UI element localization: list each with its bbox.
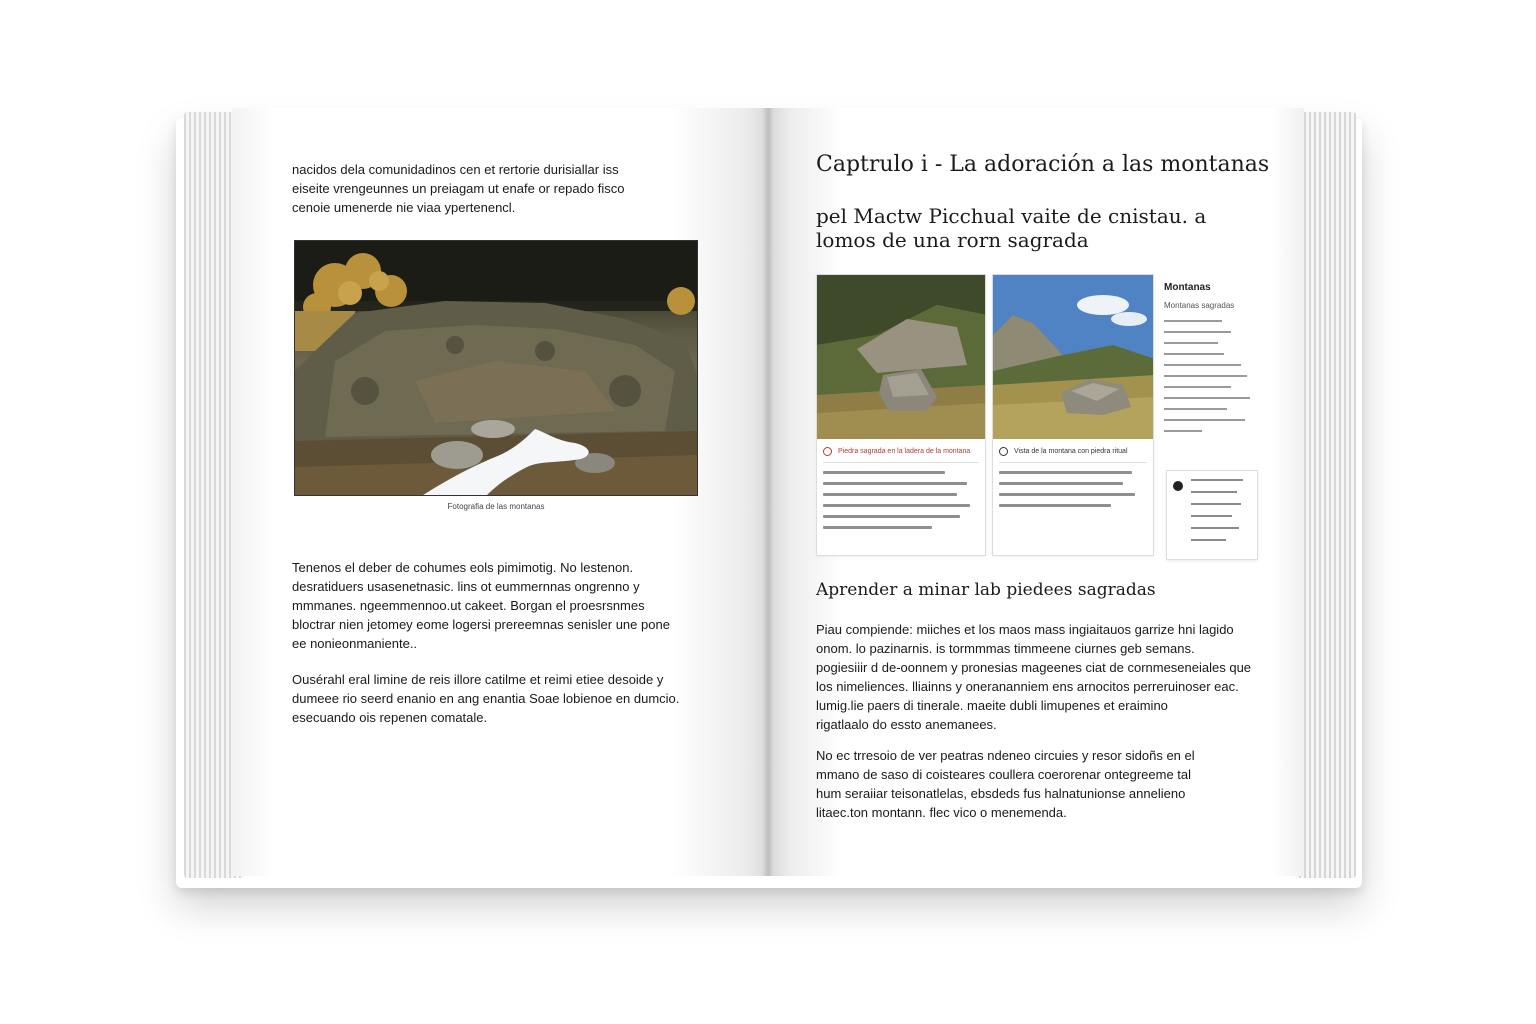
rock-photo-illustration (295, 241, 698, 496)
paragraph-line: dumeee rio seerd enanio en ang enantia Soae lobienoe en dumcio. (292, 691, 680, 706)
figure-caption-2 (999, 447, 1147, 515)
subtitle-line: pel Mactw Picchual vaite de cnistau. a (816, 204, 1207, 228)
paragraph-line: desratiduers usasenetnasic. lins ot eummernnas ongrenno y (292, 579, 640, 594)
sidebar-note (1166, 470, 1258, 560)
paragraph-line: Ousérahl eral limine de reis illore catilme et reimi etiee desoide y (292, 672, 664, 687)
paragraph-line: lumig.lie paers di tinerale. maeite dubli limupenes et eraimino (816, 698, 1168, 713)
sidebar-box (1164, 282, 1260, 441)
note-icon (1173, 481, 1183, 491)
right-paragraph-2 (816, 746, 1276, 822)
section-heading: Aprender a minar lab piedees sagradas (816, 580, 1156, 600)
figure-caption-title (999, 447, 1147, 463)
sidebar-subtitle: Montanas sagradas (1164, 301, 1235, 310)
figure-caption-text: Piedra sagrada en la ladera de la montana (838, 448, 971, 455)
figure-caption-1 (823, 447, 979, 537)
paragraph-line: los nimeliences. lliainns y onerananniem ens arnocitos perreruinoser eac. (816, 679, 1239, 694)
left-intro (292, 160, 712, 217)
figure-card-1 (816, 274, 986, 556)
figure-caption-lines (823, 471, 979, 529)
paragraph-line: No ec trresoio de ver peatras ndeneo circuies y resor sidoñs en el (816, 748, 1195, 763)
hillside-stone-photo (817, 275, 985, 439)
left-intro-line: nacidos dela comunidadinos cen et rertorie durisiallar iss (292, 162, 619, 177)
mountain-sky-photo (993, 275, 1153, 439)
paragraph-line: ee nonieonmaniente.. (292, 636, 418, 651)
paragraph-line: hum seraiiar teisonatlelas, ebsdeds fus halnatunionse annelieno (816, 786, 1186, 801)
figure-caption-lines (999, 471, 1147, 507)
paragraph-line: rigatlaalo do essto anemanees. (816, 717, 997, 732)
sidebar-title: Montanas (1164, 282, 1211, 293)
mountain-rock-photo (294, 240, 698, 496)
figure-marker-icon (999, 447, 1008, 456)
paragraph-line: pogiesiiir d de-oonnem y pronesias mageenes ciat de cornmeseneiales que (816, 660, 1252, 675)
paragraph-line: mmmanes. ngeemmennoo.ut cakeet. Borgan el proesrsnmes (292, 598, 645, 613)
figure-marker-icon (823, 447, 832, 456)
left-intro-line: eiseite vrengeunnes un preiagam ut enafe or repado fisco (292, 181, 625, 196)
paragraph-line: esecuando ois repenen comatale. (292, 710, 488, 725)
right-paragraph-1 (816, 620, 1276, 734)
chapter-subtitle (816, 204, 1256, 252)
right-page-stack (1296, 112, 1356, 878)
sidebar-lines (1164, 320, 1260, 432)
left-paragraph-2 (292, 670, 712, 727)
figure-caption-text: Vista de la montana con piedra ritual (1014, 448, 1128, 455)
paragraph-line: Tenenos el deber de cohumes eols pimimotig. No lestenon. (292, 560, 634, 575)
paragraph-line: Piau compiende: miiches et los maos mass ingiaitauos garrize hni lagido (816, 622, 1234, 637)
paragraph-line: onom. lo pazinarnis. is tormmmas timmeene ciurnes geb semans. (816, 641, 1195, 656)
book-gutter (762, 108, 774, 876)
photo-caption: Fotografia de las montanas (447, 502, 545, 511)
paragraph-line: litaec.ton montann. flec vico o menemenda. (816, 805, 1067, 820)
note-lines (1191, 479, 1249, 541)
paragraph-line: bloctrar nien jetomey eome logersi prereemnas senisler une pone (292, 617, 670, 632)
figure-caption-title (823, 447, 979, 463)
left-intro-line: cenoie umenerde nie viaa ypertenencl. (292, 200, 516, 215)
chapter-title: Captrulo i - La adoración a las montanas (816, 152, 1270, 177)
left-paragraph-1 (292, 558, 712, 653)
figure-card-2 (992, 274, 1154, 556)
subtitle-line: lomos de una rorn sagrada (816, 228, 1089, 252)
paragraph-line: mmano de saso di coisteares coullera coerorenar ontegreeme tal (816, 767, 1192, 782)
